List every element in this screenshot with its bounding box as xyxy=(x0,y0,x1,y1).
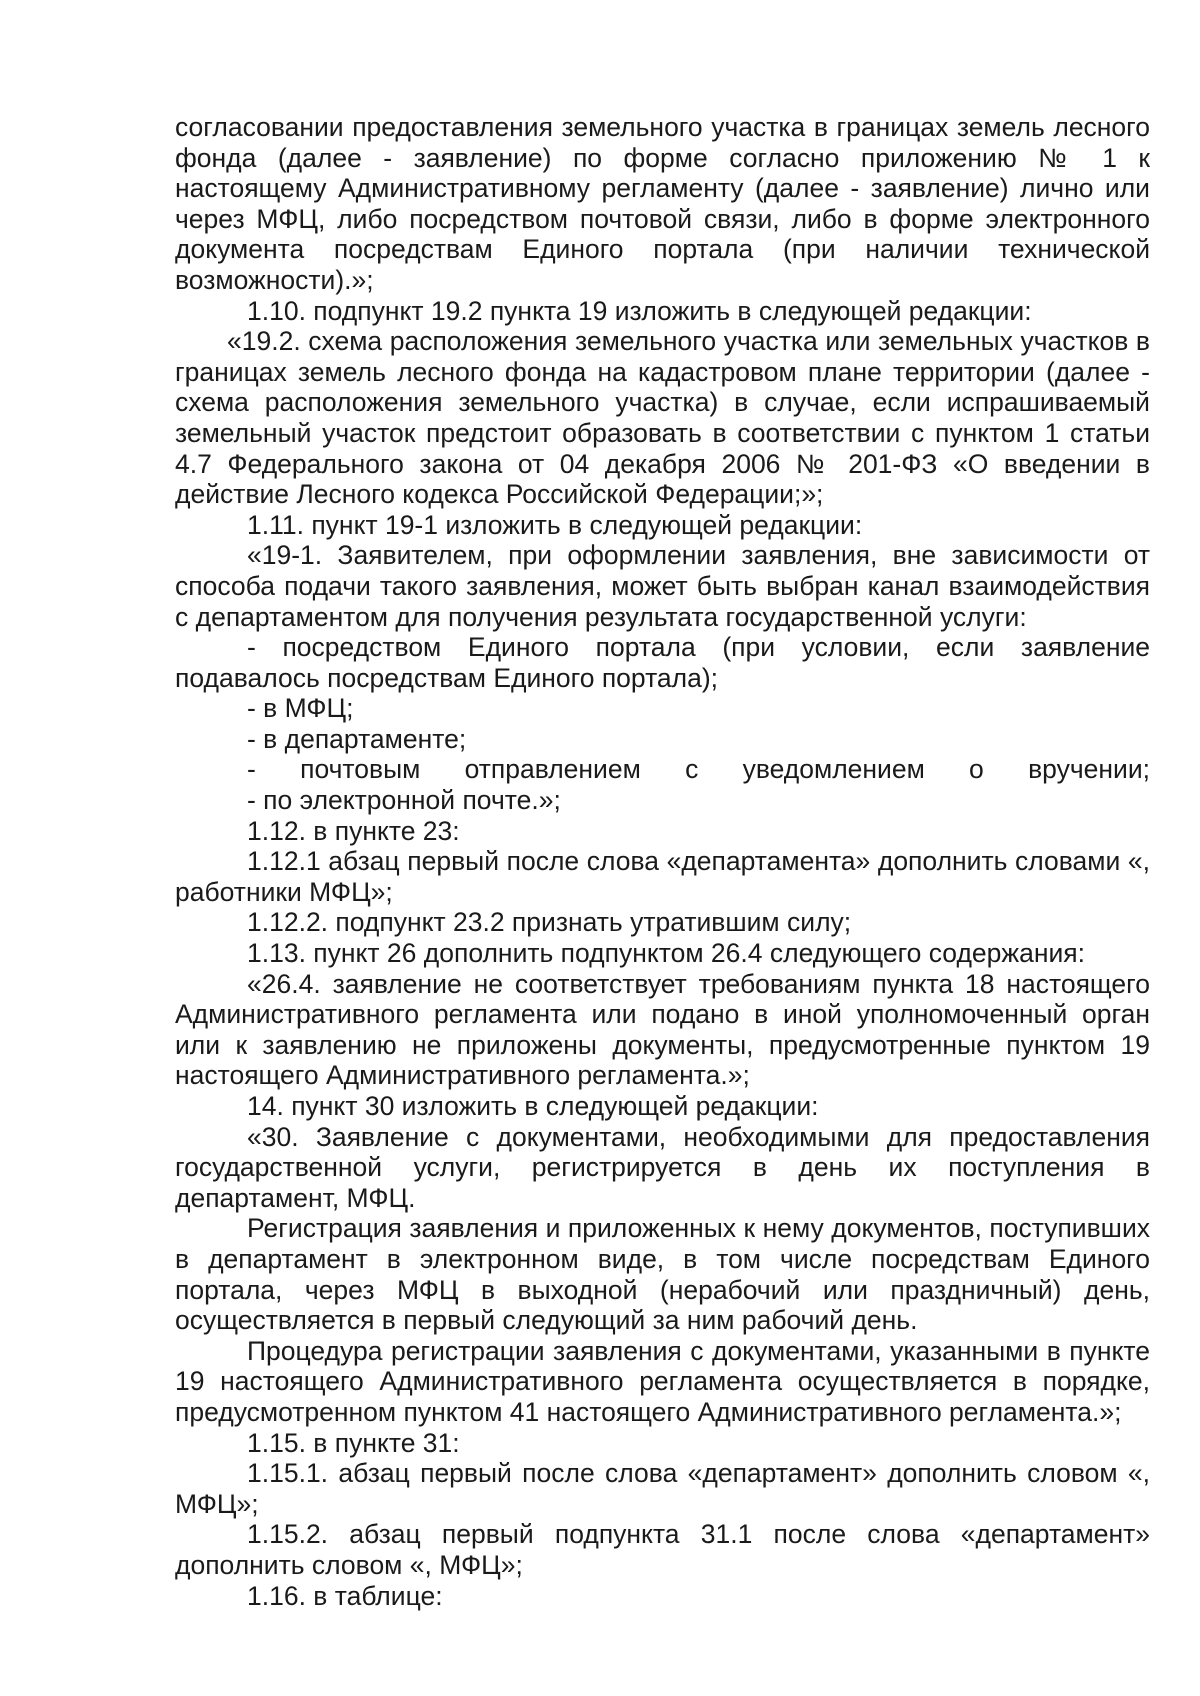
paragraph-quote-26-4: «26.4. заявление не соответствует требованиям пункта 18 настоящего Административного регламента или подано в иной уполномоченный орган или к заявлению не приложены документы, предусмотренные пунктом 19 настоящего Административного регламента.»; xyxy=(175,968,1150,1091)
paragraph-item-1-12-1: 1.12.1 абзац первый после слова «департамента» дополнить словами «, работники МФЦ»; xyxy=(175,846,1150,907)
paragraph-item-14: 14. пункт 30 изложить в следующей редакции: xyxy=(247,1091,819,1121)
list-item-portal: - посредством Единого портала (при условии, если заявление подавалось посредствам Единого портала); xyxy=(175,632,1150,693)
paragraph-item-1-15: 1.15. в пункте 31: xyxy=(247,1427,460,1458)
paragraph-procedure: Процедура регистрации заявления с документами, указанными в пункте 19 настоящего Административного регламента осуществляется в порядке, предусмотренном пунктом 41 настоящего Административного регламента.»; xyxy=(175,1335,1150,1427)
list-item-department: - в департаменте; xyxy=(247,723,467,754)
paragraph-item-1-16: 1.16. в таблице: xyxy=(247,1580,443,1611)
paragraph-registration: Регистрация заявления и приложенных к нему документов, поступивших в департамент в электронном виде, в том числе посредствам Единого портала, через МФЦ в выходной (нерабочий или праздничный) день, осуществляется в первый следующий за ним рабочий день. xyxy=(175,1213,1150,1336)
paragraph-item-1-11: 1.11. пункт 19-1 изложить в следующей редакции: xyxy=(247,509,863,540)
paragraph-item-1-12: 1.12. в пункте 23: xyxy=(247,815,460,846)
paragraph-quote-19-2: «19.2. схема расположения земельного участка или земельных участков в границах земель лесного фонда на кадастровом плане территории (далее - схема расположения земельного участка) в случае, если испрашиваемый земельный участок предстоит образовать в соответствии с пунктом 1 статьи 4.7 Федерального закона от 04 декабря 2006 № 201-ФЗ «О введении в действие Лесного кодекса Российской Федерации;»; xyxy=(175,326,1150,510)
paragraph-item-1-10: 1.10. подпункт 19.2 пункта 19 изложить в следующей редакции: xyxy=(247,295,1032,326)
document-page xyxy=(175,112,1150,1611)
paragraph-item-1-15-2: 1.15.2. абзац первый подпункта 31.1 после слова «департамент» дополнить словом «, МФЦ»; xyxy=(175,1519,1150,1580)
list-item-email: - по электронной почте.»; xyxy=(247,785,561,816)
paragraph-item-1-15-1: 1.15.1. абзац первый после слова «департамент» дополнить словом «, МФЦ»; xyxy=(175,1458,1150,1519)
paragraph-item-1-13: 1.13. пункт 26 дополнить подпунктом 26.4 следующего содержания: xyxy=(247,938,1086,969)
paragraph-item-1-12-2: 1.12.2. подпункт 23.2 признать утратившим силу; xyxy=(247,907,852,938)
paragraph-quote-19-1: «19-1. Заявителем, при оформлении заявления, вне зависимости от способа подачи такого заявления, может быть выбран канал взаимодействия с департаментом для получения результата государственной услуги: xyxy=(175,540,1150,632)
list-item-postal: - почтовым отправлением с уведомлением о вручении; xyxy=(247,754,1150,785)
list-item-mfc: - в МФЦ; xyxy=(247,693,354,724)
paragraph-continuation: согласовании предоставления земельного участка в границах земель лесного фонда (далее - заявление) по форме согласно приложению № 1 к настоящему Административному регламенту (далее - заявление) лично или через МФЦ, либо посредством почтовой связи, либо в форме электронного документа посредствам Единого портала (при наличии технической возможности).»; xyxy=(175,112,1150,295)
paragraph-quote-30: «30. Заявление с документами, необходимыми для предоставления государственной услуги, регистрируется в день их поступления в департамент, МФЦ. xyxy=(175,1121,1150,1213)
